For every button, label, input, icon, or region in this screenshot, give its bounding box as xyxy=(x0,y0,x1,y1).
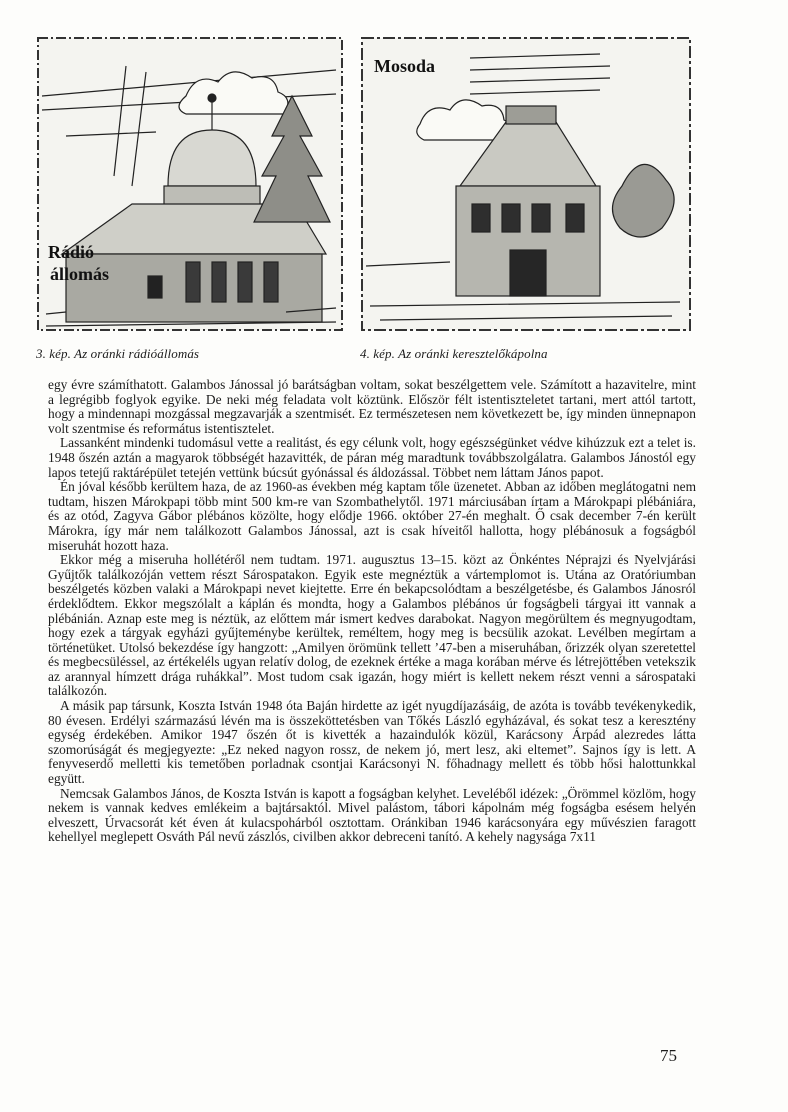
sketch-label-radio: Rádió xyxy=(48,242,95,262)
paragraph: Nemcsak Galambos János, de Koszta István is kapott a fogságban kelyhet. Leveléből idézek: „Örömmel közlöm, hogy nekem is vannak kedves emlékeim a bajtársaktól. Mivel palástom, tábori kápolnám még fogságba esésem helyén elveszett, Úrvacsorát két éven át kulacspohárból osztottam. Oránkiban 1946 karácsonyára egy művészien faragott kehellyel meglepett Osváth Pál nevű zászlós, civilben akkor debreceni tanító. A kehely nagysága 7x11 xyxy=(48,785,696,845)
figures-row xyxy=(36,36,692,366)
page-number: 75 xyxy=(660,1046,677,1065)
baptism-chapel-sketch xyxy=(360,36,692,332)
paragraph: A másik pap társunk, Koszta István 1948 óta Baján hirdette az igét nyugdíjazásáig, de azóta is tovább tevékenykedik, 80 évesen. Erdélyi származású lévén ma is összeköttetésben van Tőkés László egyházával, és sokat tesz a keresztény egység érdekében. Amikor 1947 őszén őt is kivették a hazaindulók közül, Karácsony Árpád alezredes látta szomorúságát és megjegyezte: „Ez neked nagyon rossz, de nekem jó, mert lesz, aki eltemet”. Sajnos így is lett. A fenyveserdő melletti kis temetőben porladnak csontjai Karácsonyi N. főhadnagy mellett és több hősi halottunkkal együtt. xyxy=(48,698,696,787)
figure-caption: 3. kép. Az oránki rádióállomás xyxy=(36,346,200,361)
paragraph: egy évre számíthatott. Galambos Jánossal jó barátságban voltam, sokat beszélgettem vele. Számított a hazavitelre, mint a legrégibb foglyok egyike. De neki még feladata volt köztünk. Először félt istentiszteletet tartani, mert attól tartott, hogy a mindennapi mozgással megzavarják a szentmisét. Ez természetesen nem következett be, így minden ünnepnapon volt szentmise és református istentisztelet. xyxy=(48,377,696,436)
figure-caption: 4. kép. Az oránki keresztelőkápolna xyxy=(360,346,548,361)
sketch-label-station: állomás xyxy=(50,264,110,284)
body-text xyxy=(48,378,696,845)
paragraph: Ekkor még a miseruha hollétéről nem tudtam. 1971. augusztus 13–15. közt az Önkéntes Néprajzi és Nyelvjárási Gyűjtők találkozóján vettem részt Sárospatakon. Egyik este megnéztük a vártemplomot is. Utána az Oratóriumban beszélgetés közben valaki a Márokpapi nevet kiejtette. Erre én bekapcsolódtam a beszélgetésbe, és Galambos Jánosról érdeklődtem. Ekkor megszólalt a káplán és mondta, hogy a Galambos plébános úr fogságbeli tárgyai itt vannak a plébánián. Aznap este meg is néztük, az előttem már ismert kedves darabokat. Nagyon megörültem és megnyugodtam, hogy ezek a tárgyak egyházi gyűjteménybe kerültek, reméltem, hogy meg is becsülik azokat. Levélben megírtam a történetüket. Utolsó bekezdése így hangzott: „Amilyen örömünk tellett ’47-ben a miseruhában, őrizzék olyan szeretettel és megbecsüléssel, az értékeléls ugyan relatív dolog, de ezeknek értéke a maga korában mérve és létrejöttében vetekszik az arannyal hímzett drága ruhákkal”. Most tudom csak igazán, hogy miért is kellett nekem részt venni a sárospataki találkozón. xyxy=(48,552,696,699)
paragraph: Lassanként mindenki tudomásul vette a realitást, és egy célunk volt, hogy egészségünket védve kihúzzuk ezt a telet is. 1948 őszén aztán a magyarok többségét hazavitték, de páran még maradtunk továbbszolgálatra. Galambos Jánostól egy lapos tetejű raktárépület tetején vettünk búcsút gyónással és áldozással. Többet nem láttam János papot. xyxy=(48,435,696,480)
figure-baptism-chapel xyxy=(360,36,692,362)
figure-radio-station xyxy=(36,36,344,362)
paragraph: Én jóval később kerültem haza, de az 1960-as években még kaptam tőle üzenetet. Abban az időben meglátogatni nem tudtam, hiszen Márokpapi több mint 500 km-re van Szombathelytől. 1971 márciusában írtam a Márokpapi plébániára, és az otód, Zagyva Gábor plébános közölte, hogy elődje 1966. október 27-én meghalt. Ő csak december 7-én került Márokra, így már nem találkozott Galambos Jánossal, azt is csak híveitől hallotta, hogy plébánosuk a fogságból miseruhát hozott haza. xyxy=(48,479,696,553)
radio-station-sketch xyxy=(36,36,344,332)
sketch-label-laundry: Mosoda xyxy=(374,56,436,76)
